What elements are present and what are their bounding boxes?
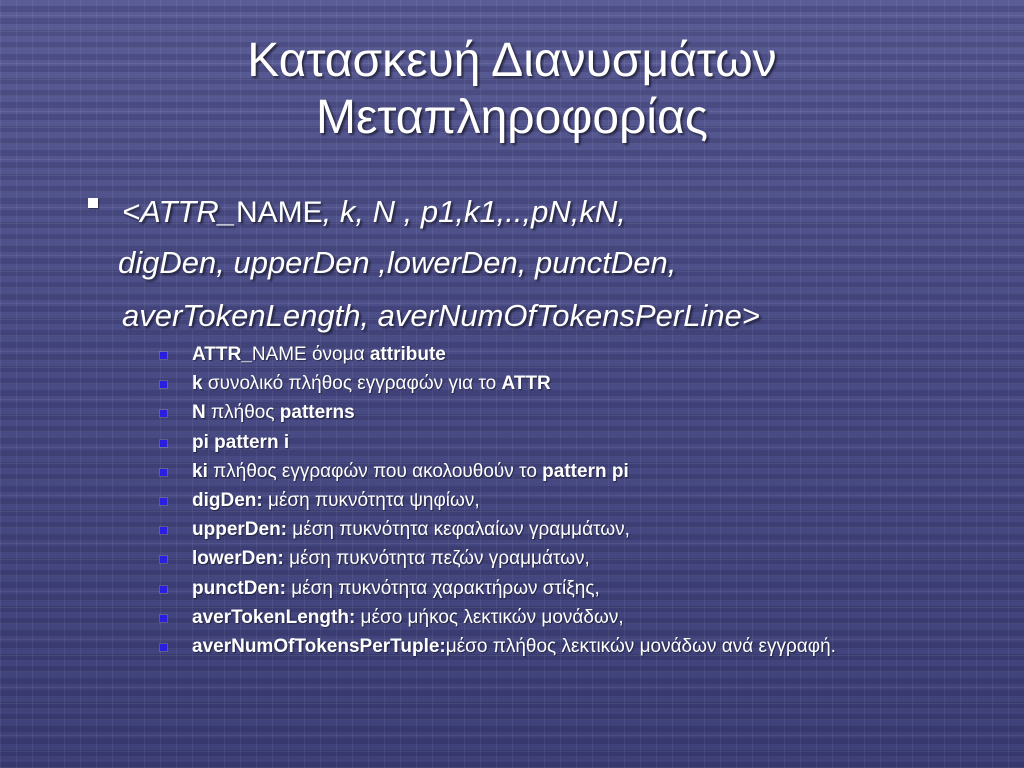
item-text: συνολικό πλήθος εγγραφών για το xyxy=(202,373,502,395)
item-term: averTokenLength: xyxy=(192,606,356,628)
sub-bullet-list xyxy=(160,344,860,664)
title-line-2: Μεταπληροφορίας xyxy=(316,91,708,144)
square-bullet-icon xyxy=(160,556,167,563)
title-line-1: Κατασκευή Διανυσμάτων xyxy=(247,34,777,87)
main-line-3: averTokenLength, averNumOfTokensPerLine> xyxy=(122,298,760,333)
square-bullet-icon xyxy=(160,352,167,359)
item-text: NAME όνομα xyxy=(251,344,370,365)
item-term: pi pattern i xyxy=(192,431,290,453)
list-item xyxy=(160,578,860,600)
item-term-2: ATTR xyxy=(501,373,551,395)
square-bullet-icon xyxy=(160,381,167,388)
square-bullet-icon xyxy=(160,527,167,534)
item-text: μέσο μήκος λεκτικών μονάδων, xyxy=(355,606,624,628)
square-bullet-icon xyxy=(160,498,167,505)
square-bullet-icon xyxy=(160,615,167,622)
main-line-1 xyxy=(88,190,988,235)
list-item xyxy=(160,636,860,657)
item-term-2: patterns xyxy=(279,402,355,424)
item-text: μέσο πλήθος λεκτικών μονάδων ανά εγγραφή. xyxy=(445,635,836,657)
square-bullet-icon xyxy=(160,644,167,651)
item-term: k xyxy=(192,373,203,395)
item-text: μέση πυκνότητα πεζών γραμμάτων, xyxy=(283,548,590,570)
main-part-2: NAME xyxy=(235,196,323,229)
item-term: upperDen: xyxy=(192,519,287,541)
item-term-2: pattern pi xyxy=(542,460,629,482)
slide-title xyxy=(40,32,984,146)
main-part-1: <ATTR_ xyxy=(122,194,236,229)
square-bullet-icon xyxy=(160,586,167,593)
list-item xyxy=(160,490,860,512)
item-term-2: attribute xyxy=(369,344,446,365)
list-item xyxy=(160,344,860,366)
list-item xyxy=(160,402,860,424)
item-text: πλήθος εγγραφών που ακολουθούν το xyxy=(207,460,543,482)
item-term: N xyxy=(192,402,206,424)
main-bullet-item xyxy=(88,190,988,341)
square-bullet-icon xyxy=(88,198,98,208)
item-term: punctDen: xyxy=(192,577,286,599)
item-term: ATTR_ xyxy=(192,344,252,365)
square-bullet-icon xyxy=(160,469,167,476)
item-term: digDen: xyxy=(192,489,263,511)
item-text: μέση πυκνότητα ψηφίων, xyxy=(262,489,480,511)
square-bullet-icon xyxy=(160,440,167,447)
item-term: ki xyxy=(192,460,208,482)
item-text: μέση πυκνότητα χαρακτήρων στίξης, xyxy=(285,577,600,599)
list-item xyxy=(160,461,860,483)
item-term: lowerDen: xyxy=(192,548,284,570)
main-part-3: , k, N , p1,k1,..,pN,kN, xyxy=(322,194,626,229)
main-line-2: digDen, upperDen ,lowerDen, punctDen, xyxy=(118,245,677,280)
list-item xyxy=(160,607,860,629)
list-item xyxy=(160,548,860,570)
square-bullet-icon xyxy=(160,410,167,417)
list-item xyxy=(160,519,860,541)
list-item xyxy=(160,432,860,454)
item-text: πλήθος xyxy=(205,402,280,424)
list-item xyxy=(160,373,860,395)
item-term: averNumOfTokensPerTuple: xyxy=(192,635,446,657)
item-text: μέση πυκνότητα κεφαλαίων γραμμάτων, xyxy=(287,519,630,541)
